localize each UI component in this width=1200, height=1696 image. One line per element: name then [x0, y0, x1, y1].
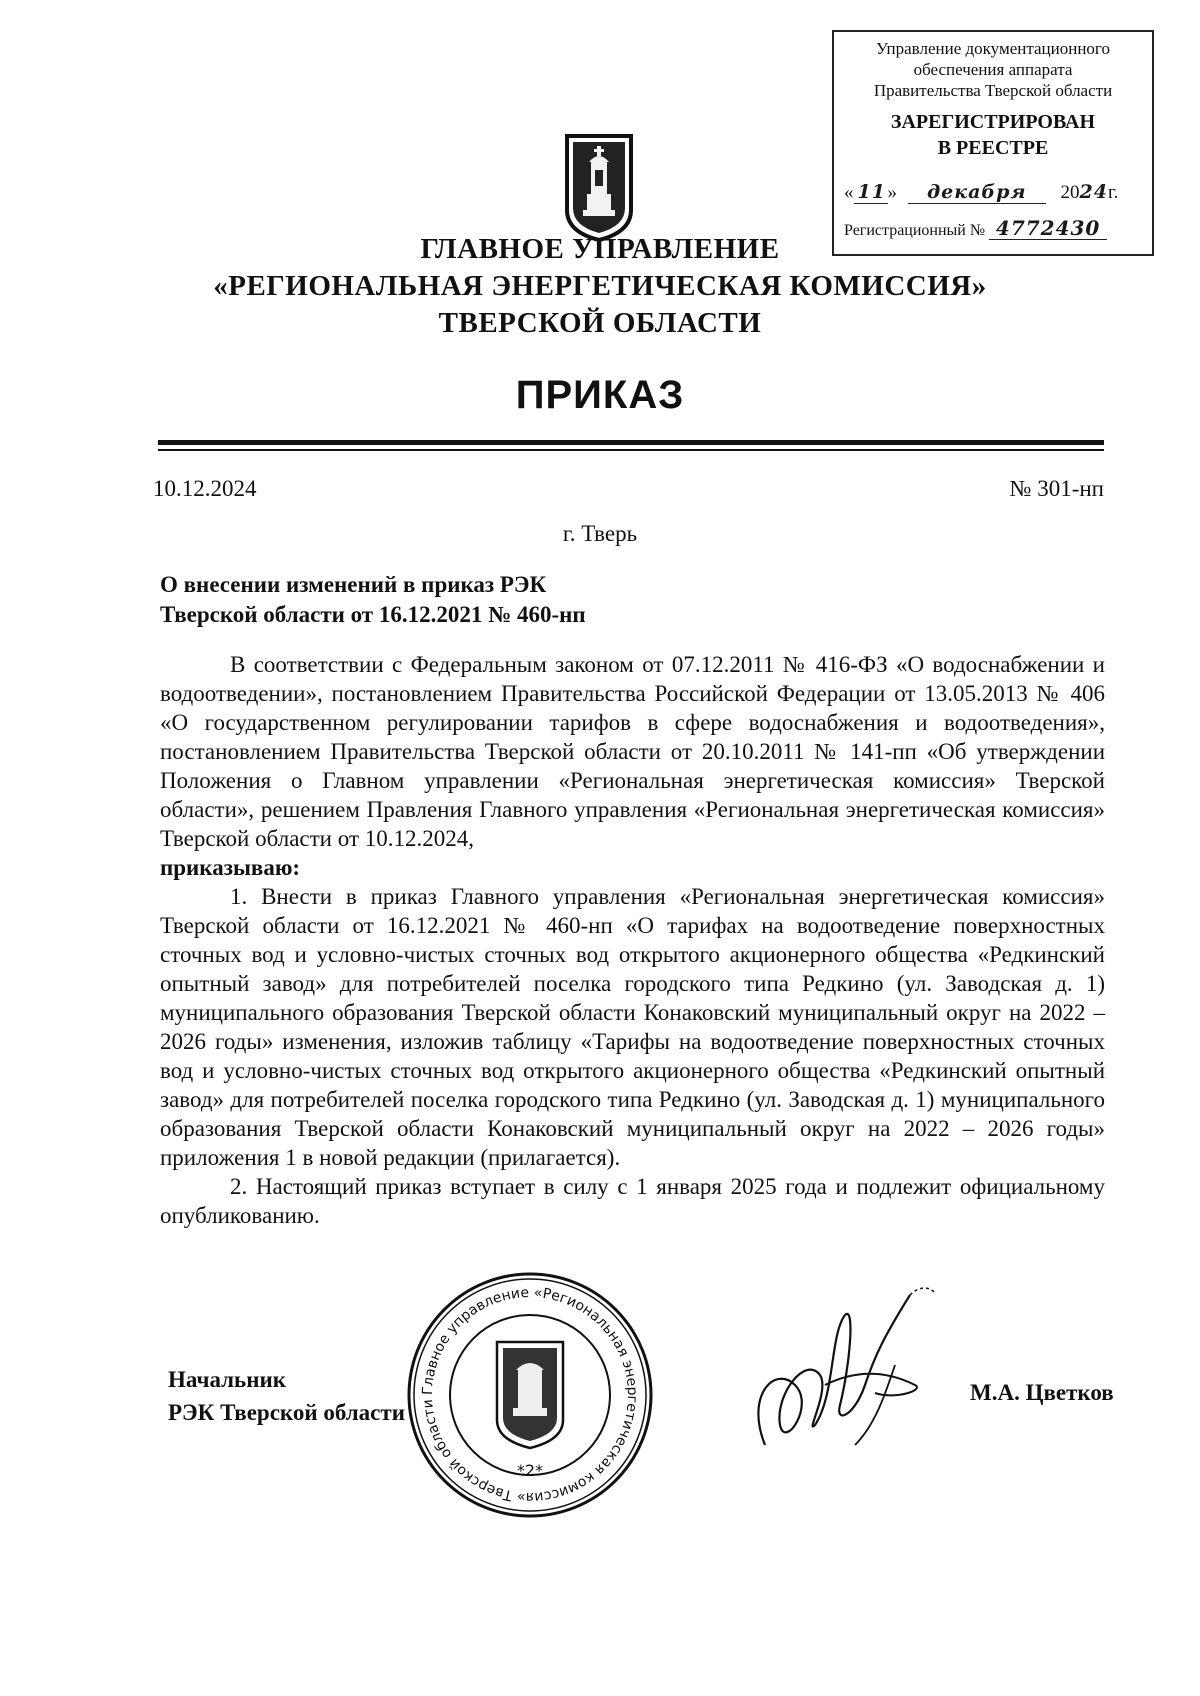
order-number: № 301-нп: [1009, 476, 1104, 501]
body-order-word: приказываю:: [160, 855, 301, 880]
seal-center-mark: *2*: [516, 1461, 544, 1480]
order-date: 10.12.2024: [153, 476, 257, 501]
order-body: [160, 650, 1105, 1230]
org-name-line3: ТВЕРСКОЙ ОБЛАСТИ: [438, 307, 762, 339]
official-seal-icon: [405, 1270, 655, 1520]
body-preamble: В соответствии с Федеральным законом от 07.12.2011 № 416-ФЗ «О водоснабжении и водоотведении», постановлением Правительства Российской Федерации от 13.05.2013 № 406 «О государственном регулировании тарифов в сфере водоснабжения и водоотведения», постановлением Правительства Тверской области от 20.10.2011 № 141-пп «Об утверждении Положения о Главном управлении «Региональная энергетическая комиссия» Тверской области», решением Правления Главного управления «Региональная энергетическая комиссия» Тверской области от 10.12.2024,: [160, 652, 1105, 851]
header-divider-thin: [158, 449, 1104, 451]
reg-status-line2: В РЕЕСТРЕ: [937, 137, 1049, 159]
reg-year-suffix: 24: [1079, 181, 1108, 203]
signatory-position: [168, 1363, 405, 1429]
coat-of-arms-icon: [563, 132, 635, 244]
reg-number-label: Регистрационный №: [844, 222, 986, 239]
order-subject: [160, 570, 760, 630]
reg-day: 11: [854, 182, 888, 204]
order-city: г. Тверь: [562, 521, 638, 546]
registration-stamp: [832, 30, 1154, 256]
header-divider-thick: [158, 440, 1104, 445]
reg-status-line1: ЗАРЕГИСТРИРОВАН: [890, 111, 1096, 133]
reg-year-prefix: 20: [1060, 182, 1080, 203]
doc-type-title: ПРИКАЗ: [515, 373, 685, 417]
reg-date-row: [844, 182, 1144, 204]
org-name-line1: ГЛАВНОЕ УПРАВЛЕНИЕ: [420, 233, 780, 265]
signatory-name: М.А. Цветков: [970, 1380, 1114, 1405]
body-item-1: 1. Внести в приказ Главного управления «Региональная энергетическая комиссия» Тверской области от 16.12.2021 № 460-нп «О тарифах на водоотведение поверхностных сточных вод и условно-чистых сточных вод открытого акционерного общества «Редкинский опытный завод» для потребителей поселка городского типа Редкино (ул. Заводская д. 1) муниципального образования Тверской области Конаковский муниципальный округ на 2022 – 2026 годы» изменения, изложив таблицу «Тарифы на водоотведение поверхностных сточных вод и условно-чистых сточных вод открытого акционерного общества «Редкинский опытный завод» для потребителей поселка городского типа Редкино (ул. Заводская д. 1) муниципального образования Тверской области Конаковский муниципальный округ на 2022 – 2026 годы» приложения 1 в новой редакции (прилагается).: [160, 884, 1105, 1170]
body-item-2: 2. Настоящий приказ вступает в силу с 1 января 2025 года и подлежит официальному опубликованию.: [160, 1174, 1105, 1228]
subject-line1: О внесении изменений в приказ РЭК: [160, 572, 547, 597]
position-line2: РЭК Тверской области: [168, 1400, 405, 1425]
seal-ring-text: Главное управление «Региональная энергетическая комиссия» Тверской области: [419, 1284, 641, 1506]
reg-dept-line2: обеспечения аппарата: [913, 60, 1073, 79]
reg-number: 4772430: [989, 218, 1107, 240]
org-name-line2: «РЕГИОНАЛЬНАЯ ЭНЕРГЕТИЧЕСКАЯ КОМИССИЯ»: [213, 270, 987, 302]
handwritten-signature-icon: [735, 1275, 965, 1475]
reg-month: декабря: [908, 182, 1046, 204]
reg-year-mark: г.: [1107, 182, 1119, 203]
reg-dept-line1: Управление документационного: [876, 39, 1110, 58]
reg-dept-line3: Правительства Тверской области: [873, 81, 1113, 100]
reg-date-close: »: [887, 182, 897, 203]
position-line1: Начальник: [168, 1367, 286, 1392]
reg-date-open: «: [844, 182, 854, 203]
subject-line2: Тверской области от 16.12.2021 № 460-нп: [160, 602, 586, 627]
